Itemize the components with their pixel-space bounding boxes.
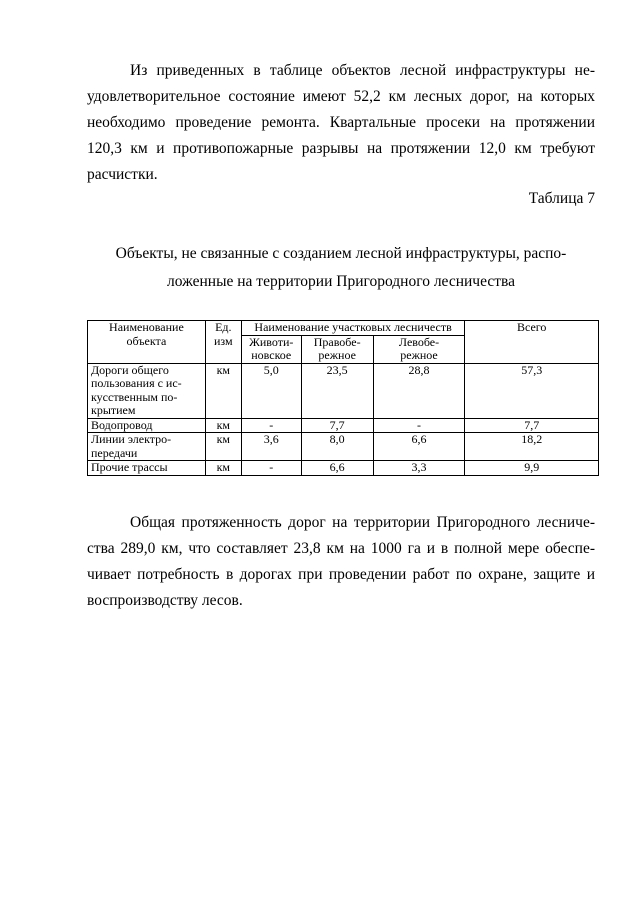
- cell-unit: км: [205, 363, 241, 418]
- cell-text: Водопровод: [91, 417, 153, 432]
- cell-name: [88, 363, 206, 418]
- header-sub-2: [301, 335, 373, 363]
- cell-unit: км: [205, 418, 241, 433]
- cell-unit: км: [205, 461, 241, 476]
- text-line: Общая протяженность дорог на территории Пригородного лесниче-: [130, 514, 595, 531]
- cell-text: кусственным по-: [91, 389, 178, 404]
- cell-value: 3,6: [241, 433, 301, 461]
- header-text: режное: [318, 348, 356, 362]
- text-line: воспроизводству лесов.: [87, 592, 243, 609]
- table-row: [88, 461, 599, 476]
- cell-text: крытием: [91, 403, 136, 417]
- cell-value: 6,6: [373, 433, 465, 461]
- table-row: [88, 363, 599, 418]
- table-header-row: [88, 321, 599, 336]
- header-group: Наименование участковых лесничеств: [241, 321, 465, 336]
- cell-text: Дороги общего: [91, 362, 169, 377]
- cell-unit: км: [205, 433, 241, 461]
- header-text: новское: [251, 348, 292, 362]
- cell-value: 3,3: [373, 461, 465, 476]
- cell-text: Прочие трассы: [91, 460, 168, 474]
- cell-value: 5,0: [241, 363, 301, 418]
- header-total: Всего: [465, 321, 599, 364]
- header-text: Правобе-: [313, 334, 361, 349]
- table-row: [88, 433, 599, 461]
- cell-total: 18,2: [465, 433, 599, 461]
- cell-value: 23,5: [301, 363, 373, 418]
- data-table: [87, 320, 599, 476]
- cell-text: Линии электро-: [91, 432, 172, 446]
- table-row: [88, 418, 599, 433]
- header-text: режное: [400, 348, 438, 362]
- cell-value: 28,8: [373, 363, 465, 418]
- table-title: [87, 240, 595, 296]
- text-line: расчистки.: [87, 166, 158, 183]
- text-line: 120,3 км и противопожарные разрывы на протяжении 12,0 км требуют: [87, 140, 595, 157]
- cell-total: 7,7: [465, 418, 599, 433]
- cell-name: [88, 461, 206, 476]
- text-line: удовлетворительное состояние имеют 52,2 км лесных дорог, на которых: [87, 88, 595, 105]
- cell-text: пользования с ис-: [91, 376, 182, 390]
- cell-total: 9,9: [465, 461, 599, 476]
- text-line: ства 289,0 км, что составляет 23,8 км на 1000 га и в полной мере обеспе-: [87, 540, 595, 557]
- cell-total: 57,3: [465, 363, 599, 418]
- text-line: Из приведенных в таблице объектов лесной инфраструктуры не-: [130, 62, 595, 79]
- table-label: Таблица 7: [528, 190, 595, 207]
- header-text: изм: [214, 333, 233, 348]
- cell-value: 8,0: [301, 433, 373, 461]
- header-sub-3: [373, 335, 465, 363]
- cell-value: 7,7: [301, 418, 373, 433]
- cell-text: передачи: [91, 445, 138, 460]
- cell-name: [88, 418, 206, 433]
- intro-paragraph: [87, 58, 595, 188]
- header-text: Ед.: [215, 320, 232, 334]
- cell-value: -: [241, 418, 301, 433]
- table-title-line: ложенные на территории Пригородного лесничества: [167, 273, 515, 290]
- header-object: [88, 321, 206, 364]
- summary-paragraph: [87, 510, 595, 614]
- header-text: Левобе-: [398, 334, 440, 349]
- cell-value: -: [241, 461, 301, 476]
- cell-value: 6,6: [301, 461, 373, 476]
- cell-name: [88, 433, 206, 461]
- header-text: объекта: [126, 333, 167, 348]
- text-line: чивает потребность в дорогах при проведении работ по охране, защите и: [87, 566, 595, 583]
- text-line: необходимо проведение ремонта. Квартальные просеки на протяжении: [87, 114, 595, 131]
- header-text: Наименование: [109, 320, 184, 334]
- header-text: Животи-: [249, 334, 294, 349]
- table-title-line: Объекты, не связанные с созданием лесной инфраструктуры, распо-: [115, 245, 567, 262]
- cell-value: -: [373, 418, 465, 433]
- header-sub-1: [241, 335, 301, 363]
- header-unit: [205, 321, 241, 364]
